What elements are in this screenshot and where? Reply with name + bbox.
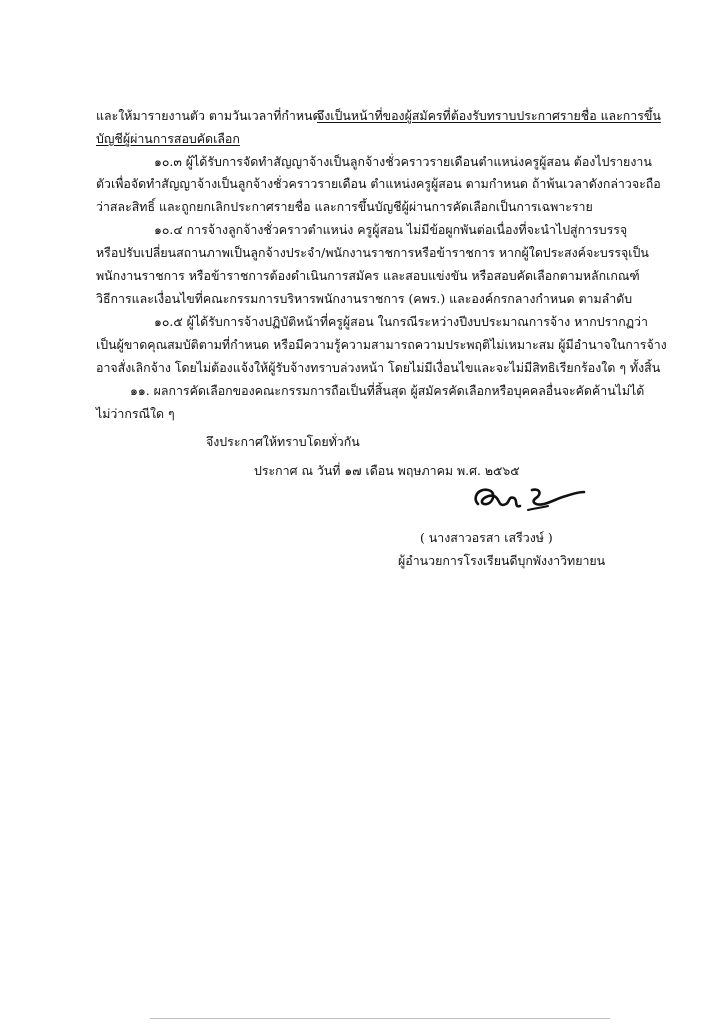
text-line-12: อาจสั่งเลิกจ้าง โดยไม่ต้องแจ้งให้ผู้รับจ้างทราบล่วงหน้า โดยไม่มีเงื่อนไขและจะไม่มีสิทธิเรียกร้องใด ๆ ทั้งสิ้น (96, 360, 661, 375)
handwritten-signature-icon (470, 480, 590, 520)
text-line-6: ๑๐.๔ การจ้างลูกจ้างชั่วคราวตำแหน่ง ครูผู้สอน ไม่มีข้อผูกพันต่อเนื่องที่จะนำไปสู่การบรรจุ (154, 222, 628, 237)
text-line-11: เป็นผู้ขาดคุณสมบัติตามที่กำหนด หรือมีความรู้ความสามารถความประพฤติไม่เหมาะสม ผู้มีอำนาจในการจ้าง (96, 337, 667, 352)
text-line-15: จึงประกาศให้ทราบโดยทั่วกัน (206, 434, 360, 449)
text-line-9: วิธีการและเงื่อนไขที่คณะกรรมการบริหารพนักงานราชการ (คพร.) และองค์กรกลางกำหนด ตามลำดับ (96, 291, 633, 306)
text-line-3: ๑๐.๓ ผู้ได้รับการจัดทำสัญญาจ้างเป็นลูกจ้างชั่วคราวรายเดือนตำแหน่งครูผู้สอน ต้องไปรายงาน (154, 154, 652, 169)
text-line-1a: และให้มารายงานตัว ตามวันเวลาที่กำหนด (96, 108, 321, 123)
text-line-13: ๑๑. ผลการคัดเลือกของคณะกรรมการถือเป็นที่สิ้นสุด ผู้สมัครคัดเลือกหรือบุคคลอื่นจะคัดค้านไม่ได้ (130, 383, 645, 398)
signatory-name: ( นางสาวอรสา เสรีวงษ์ ) (420, 530, 553, 545)
text-line-7: หรือปรับเปลี่ยนสถานภาพเป็นลูกจ้างประจำ/พนักงานราชการหรือข้าราชการ หากผู้ใดประสงค์จะบรรจุเป็น (96, 245, 649, 260)
text-line-5: ว่าสละสิทธิ์ และถูกยกเลิกประกาศรายชื่อ และการขึ้นบัญชีผู้ผ่านการคัดเลือกเป็นการเฉพาะราย (96, 199, 593, 214)
text-line-8: พนักงานราชการ หรือข้าราชการต้องดำเนินการสมัคร และสอบแข่งขัน หรือสอบคัดเลือกตามหลักเกณฑ์ (96, 268, 640, 283)
text-line-14: ไม่ว่ากรณีใด ๆ (96, 406, 175, 421)
signatory-position: ผู้อำนวยการโรงเรียนดีบุกพังงาวิทยายน (398, 553, 606, 568)
scan-edge-divider (150, 1018, 610, 1019)
text-line-10: ๑๐.๕ ผู้ได้รับการจ้างปฏิบัติหน้าที่ครูผู้สอน ในกรณีระหว่างปีงบประมาณการจ้าง หากปรากฏว่า (154, 314, 648, 329)
text-line-1b-underlined: จึงเป็นหน้าที่ของผู้สมัครที่ต้องรับทราบประกาศรายชื่อ และการขึ้น (317, 108, 661, 123)
text-line-4: ตัวเพื่อจัดทำสัญญาจ้างเป็นลูกจ้างชั่วคราวรายเดือน ตำแหน่งครูผู้สอน ตามกำหนด ถ้าพ้นเวลาดังกล่าวจะถือ (96, 176, 661, 191)
text-line-2-underlined: บัญชีผู้ผ่านการสอบคัดเลือก (96, 131, 240, 146)
announcement-date-line: ประกาศ ณ วันที่ ๑๗ เดือน พฤษภาคม พ.ศ. ๒๕๖๕ (254, 463, 520, 478)
